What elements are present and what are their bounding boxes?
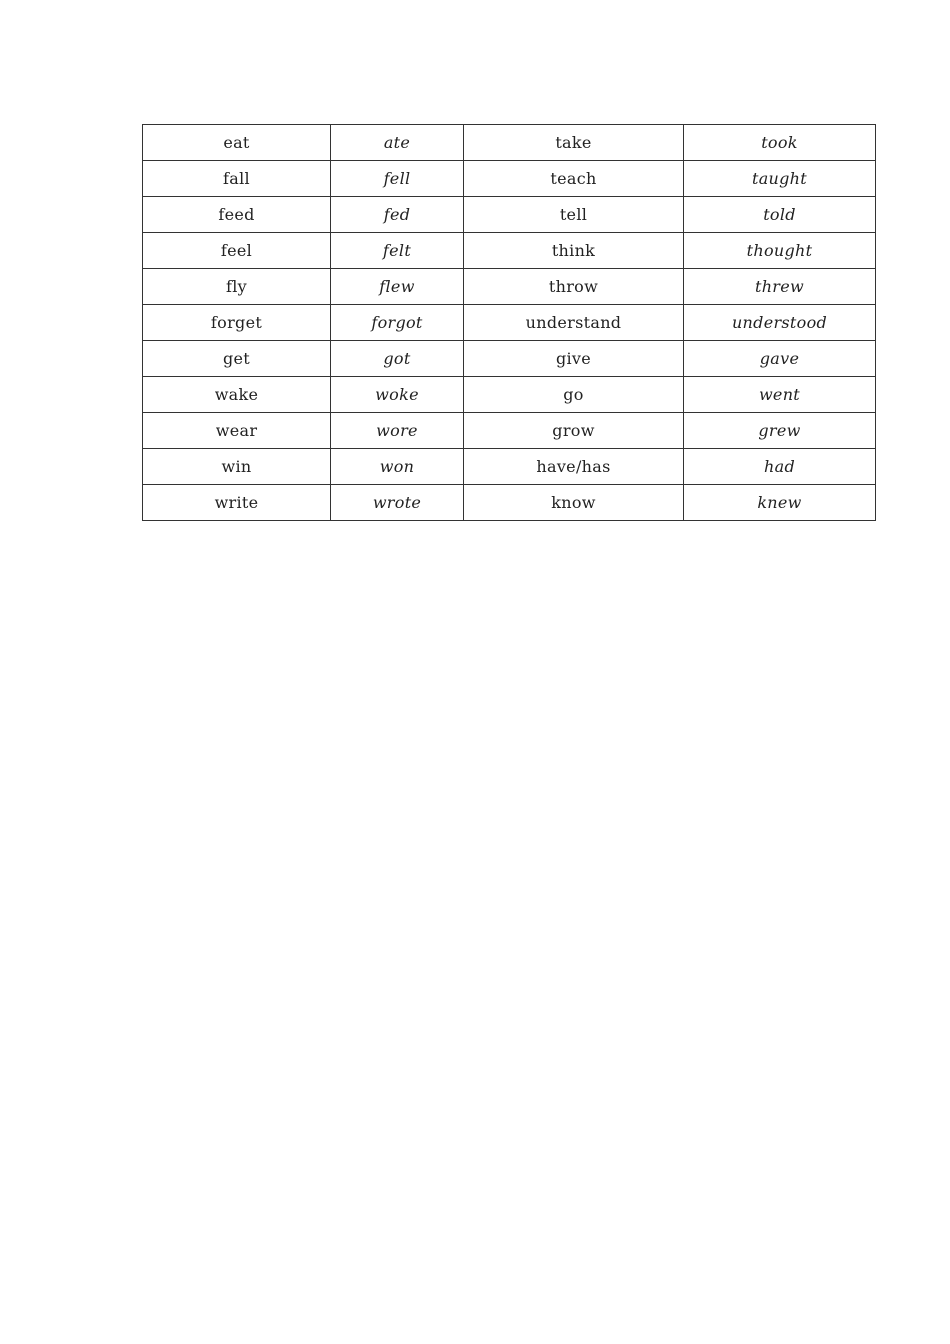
irregular-verb-table [142, 124, 876, 521]
base-verb-cell: feel [143, 233, 331, 269]
past-tense-cell: won [331, 449, 464, 485]
table-row [143, 233, 876, 269]
table-row [143, 449, 876, 485]
base-verb-cell: fall [143, 161, 331, 197]
past-tense-cell: wore [331, 413, 464, 449]
base-verb-cell: fly [143, 269, 331, 305]
past-tense-cell: fell [331, 161, 464, 197]
past-tense-cell: knew [684, 485, 876, 521]
base-verb-cell: get [143, 341, 331, 377]
past-tense-cell: ate [331, 125, 464, 161]
base-verb-cell: forget [143, 305, 331, 341]
base-verb-cell: give [464, 341, 684, 377]
past-tense-cell: taught [684, 161, 876, 197]
past-tense-cell: understood [684, 305, 876, 341]
past-tense-cell: wrote [331, 485, 464, 521]
past-tense-cell: told [684, 197, 876, 233]
base-verb-cell: write [143, 485, 331, 521]
base-verb-cell: feed [143, 197, 331, 233]
table-row [143, 269, 876, 305]
base-verb-cell: eat [143, 125, 331, 161]
past-tense-cell: forgot [331, 305, 464, 341]
table-row [143, 125, 876, 161]
base-verb-cell: tell [464, 197, 684, 233]
base-verb-cell: think [464, 233, 684, 269]
past-tense-cell: thought [684, 233, 876, 269]
past-tense-cell: took [684, 125, 876, 161]
past-tense-cell: flew [331, 269, 464, 305]
table-row [143, 161, 876, 197]
base-verb-cell: go [464, 377, 684, 413]
base-verb-cell: have/has [464, 449, 684, 485]
verb-table-body [143, 125, 876, 521]
table-row [143, 305, 876, 341]
base-verb-cell: know [464, 485, 684, 521]
past-tense-cell: felt [331, 233, 464, 269]
table-row [143, 197, 876, 233]
past-tense-cell: grew [684, 413, 876, 449]
past-tense-cell: had [684, 449, 876, 485]
base-verb-cell: understand [464, 305, 684, 341]
past-tense-cell: fed [331, 197, 464, 233]
base-verb-cell: teach [464, 161, 684, 197]
base-verb-cell: throw [464, 269, 684, 305]
base-verb-cell: win [143, 449, 331, 485]
base-verb-cell: wake [143, 377, 331, 413]
base-verb-cell: wear [143, 413, 331, 449]
table-row [143, 485, 876, 521]
base-verb-cell: grow [464, 413, 684, 449]
table-row [143, 341, 876, 377]
base-verb-cell: take [464, 125, 684, 161]
past-tense-cell: gave [684, 341, 876, 377]
past-tense-cell: woke [331, 377, 464, 413]
table-row [143, 377, 876, 413]
past-tense-cell: went [684, 377, 876, 413]
table-row [143, 413, 876, 449]
past-tense-cell: got [331, 341, 464, 377]
past-tense-cell: threw [684, 269, 876, 305]
